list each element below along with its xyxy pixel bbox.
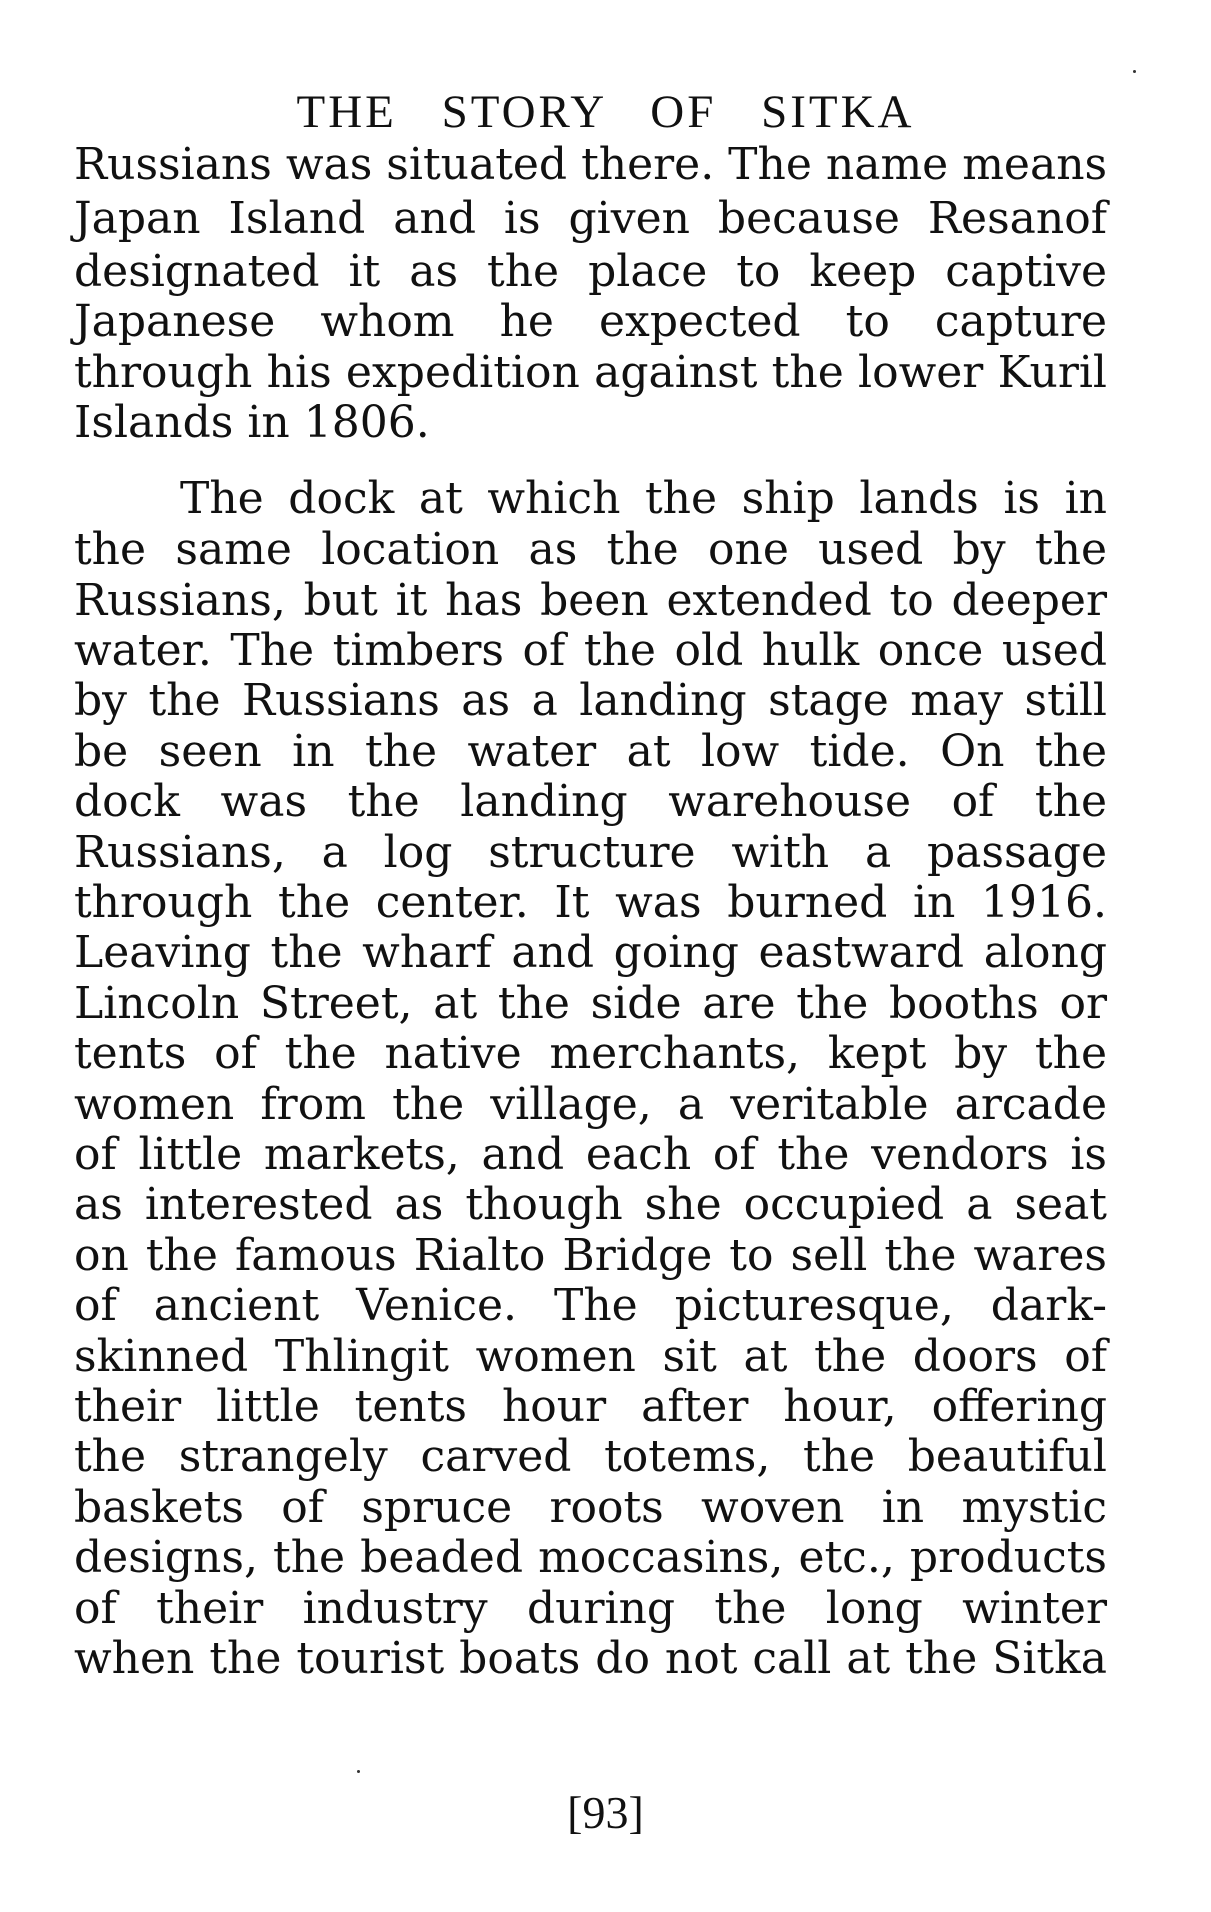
text-line: of ancient Venice. The picturesque, dark- bbox=[74, 1280, 1107, 1331]
text-line: through the center. It was burned in 1916. bbox=[74, 877, 1107, 928]
text-line: Leaving the wharf and going eastward along bbox=[74, 927, 1107, 978]
text-line: Lincoln Street, at the side are the booths or bbox=[74, 978, 1107, 1029]
paper-speck bbox=[1133, 70, 1136, 73]
text-line: through his expedition against the lower Kuril bbox=[74, 347, 1107, 398]
text-line: women from the village, a veritable arcade bbox=[74, 1079, 1107, 1130]
text-line: be seen in the water at low tide. On the bbox=[74, 726, 1107, 777]
text-line: Russians, but it has been extended to deeper bbox=[74, 575, 1107, 626]
text-line: water. The timbers of the old hulk once used bbox=[74, 625, 1107, 676]
text-line: of their industry during the long winter bbox=[74, 1583, 1107, 1634]
text-line: Japan Island and is given because Resanof bbox=[74, 193, 1107, 244]
text-line: The dock at which the ship lands is in bbox=[180, 473, 1107, 524]
text-line: by the Russians as a landing stage may still bbox=[74, 675, 1107, 726]
text-line: skinned Thlingit women sit at the doors of bbox=[74, 1331, 1107, 1382]
text-line: as interested as though she occupied a seat bbox=[74, 1179, 1107, 1230]
text-line: when the tourist boats do not call at the Sitka bbox=[74, 1633, 1107, 1684]
text-line: designated it as the place to keep captive bbox=[74, 246, 1107, 297]
page-number: [93] bbox=[567, 1787, 644, 1838]
text-line: the strangely carved totems, the beautiful bbox=[74, 1431, 1107, 1482]
text-line: baskets of spruce roots woven in mystic bbox=[74, 1482, 1107, 1533]
text-line: of little markets, and each of the vendors is bbox=[74, 1129, 1107, 1180]
text-line: tents of the native merchants, kept by the bbox=[74, 1028, 1107, 1079]
text-line: designs, the beaded moccasins, etc., products bbox=[74, 1532, 1107, 1583]
text-line: their little tents hour after hour, offering bbox=[74, 1381, 1107, 1432]
text-line: Japanese whom he expected to capture bbox=[74, 296, 1107, 347]
paper-speck bbox=[357, 1770, 360, 1773]
running-head: THE STORY OF SITKA bbox=[296, 86, 915, 138]
text-line: Islands in 1806. bbox=[74, 397, 430, 448]
text-line: dock was the landing warehouse of the bbox=[74, 776, 1107, 827]
text-line: Russians, a log structure with a passage bbox=[74, 827, 1107, 878]
text-line: on the famous Rialto Bridge to sell the wares bbox=[74, 1230, 1107, 1281]
text-line: Russians was situated there. The name means bbox=[74, 139, 1108, 190]
text-line: the same location as the one used by the bbox=[74, 524, 1107, 575]
